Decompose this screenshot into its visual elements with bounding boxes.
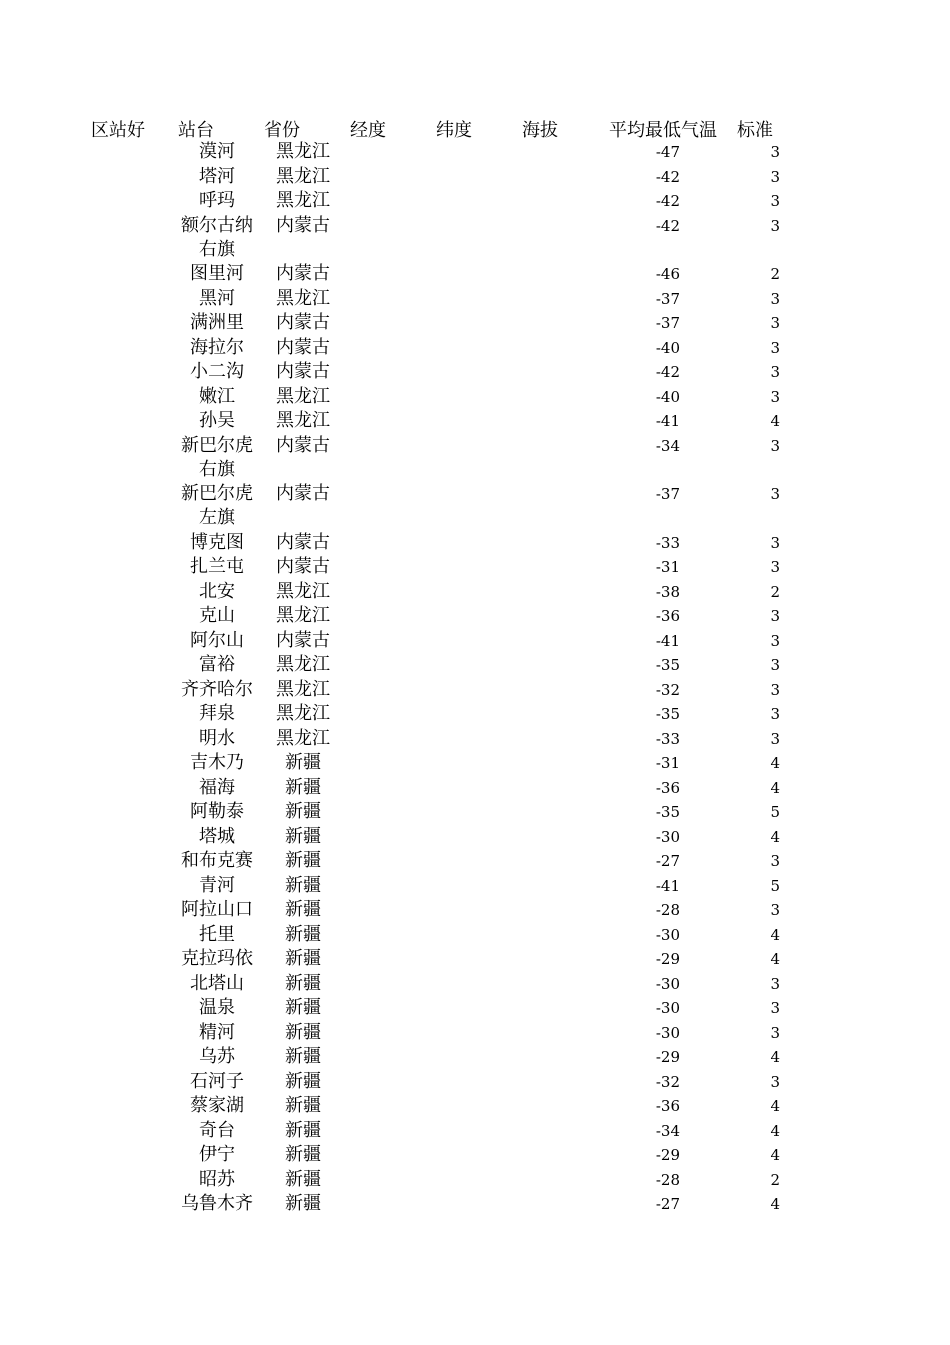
table-row bbox=[0, 311, 950, 336]
table-row bbox=[0, 874, 950, 899]
station-name-cell: 博克图 bbox=[190, 531, 244, 553]
standard-cell: 3 bbox=[770, 1072, 780, 1091]
province-cell: 新疆 bbox=[285, 752, 321, 773]
province-cell: 黑龙江 bbox=[276, 678, 330, 700]
station-name-cell: 石河子 bbox=[190, 1070, 244, 1092]
avg-min-temp-cell: -32 bbox=[655, 1072, 680, 1091]
standard-cell: 3 bbox=[770, 680, 780, 699]
station-name-cell: 嫩江 bbox=[199, 385, 235, 407]
avg-min-temp-cell: -42 bbox=[655, 363, 680, 381]
avg-min-temp-cell: -47 bbox=[655, 143, 680, 161]
table-row bbox=[0, 165, 950, 190]
table-row bbox=[0, 482, 950, 531]
header-station-id: 区站好 bbox=[91, 120, 145, 141]
station-name-cell: 福海 bbox=[199, 776, 235, 798]
standard-cell: 3 bbox=[770, 485, 780, 503]
station-name-cell: 扎兰屯 bbox=[190, 556, 244, 577]
table-row bbox=[0, 1045, 950, 1070]
province-cell: 新疆 bbox=[285, 923, 321, 945]
standard-cell: 4 bbox=[770, 827, 780, 846]
standard-cell: 4 bbox=[770, 950, 780, 968]
standard-cell: 3 bbox=[770, 974, 780, 993]
station-name-cell: 北塔山 bbox=[190, 972, 244, 994]
standard-cell: 3 bbox=[770, 314, 780, 332]
table-row bbox=[0, 727, 950, 752]
avg-min-temp-cell: -41 bbox=[655, 876, 680, 895]
station-name-cell: 昭苏 bbox=[199, 1168, 235, 1190]
standard-cell: 2 bbox=[770, 265, 780, 283]
province-cell: 新疆 bbox=[285, 776, 321, 798]
station-name-cell: 青河 bbox=[199, 874, 235, 896]
station-name-cell: 阿拉山口 bbox=[181, 899, 253, 920]
avg-min-temp-cell: -29 bbox=[655, 1146, 680, 1164]
avg-min-temp-cell: -34 bbox=[655, 1121, 680, 1140]
header-avg-min-temp: 平均最低气温 bbox=[609, 120, 717, 141]
avg-min-temp-cell: -37 bbox=[655, 485, 680, 503]
standard-cell: 3 bbox=[770, 533, 780, 552]
avg-min-temp-cell: -30 bbox=[655, 827, 680, 846]
table-row bbox=[0, 629, 950, 654]
header-station: 站台 bbox=[178, 120, 214, 141]
standard-cell: 4 bbox=[770, 778, 780, 797]
station-name-cell: 拜泉 bbox=[199, 703, 235, 724]
standard-cell: 4 bbox=[770, 754, 780, 772]
avg-min-temp-cell: -36 bbox=[655, 1097, 680, 1115]
province-cell: 黑龙江 bbox=[276, 410, 330, 431]
standard-cell: 3 bbox=[770, 216, 780, 235]
table-row bbox=[0, 923, 950, 948]
header-province: 省份 bbox=[264, 120, 300, 141]
province-cell: 新疆 bbox=[285, 1119, 321, 1141]
table-row bbox=[0, 1070, 950, 1095]
table-row bbox=[0, 1192, 950, 1217]
table-row bbox=[0, 1021, 950, 1046]
station-name-cell: 小二沟 bbox=[190, 361, 244, 382]
table-row bbox=[0, 972, 950, 997]
standard-cell: 3 bbox=[770, 363, 780, 381]
station-name-cell: 克山 bbox=[199, 605, 235, 626]
avg-min-temp-cell: -31 bbox=[655, 754, 680, 772]
table-row bbox=[0, 996, 950, 1021]
avg-min-temp-cell: -35 bbox=[655, 803, 680, 821]
avg-min-temp-cell: -37 bbox=[655, 314, 680, 332]
province-cell: 新疆 bbox=[285, 948, 321, 969]
province-cell: 新疆 bbox=[285, 825, 321, 847]
province-cell: 内蒙古 bbox=[276, 312, 330, 333]
table-header-row bbox=[0, 116, 950, 140]
station-name-cell: 塔河 bbox=[199, 165, 235, 187]
station-name-cell: 乌鲁木齐 bbox=[181, 1193, 253, 1214]
station-name-cell: 和布克赛 bbox=[181, 850, 253, 871]
province-cell: 黑龙江 bbox=[276, 580, 330, 602]
station-name-cell: 满洲里 bbox=[190, 312, 244, 333]
table-row bbox=[0, 1143, 950, 1168]
station-name-cell: 孙吴 bbox=[199, 410, 235, 431]
standard-cell: 3 bbox=[770, 999, 780, 1017]
avg-min-temp-cell: -29 bbox=[655, 1048, 680, 1066]
standard-cell: 4 bbox=[770, 1146, 780, 1164]
station-name-cell: 阿勒泰 bbox=[190, 801, 244, 822]
station-name-cell: 漠河 bbox=[199, 141, 235, 162]
province-cell: 黑龙江 bbox=[276, 654, 330, 675]
province-cell: 新疆 bbox=[285, 1144, 321, 1165]
province-cell: 内蒙古 bbox=[276, 483, 330, 504]
table-row bbox=[0, 409, 950, 434]
table-row bbox=[0, 1168, 950, 1193]
table-row bbox=[0, 580, 950, 605]
station-name-cell: 海拉尔 bbox=[190, 336, 244, 358]
province-cell: 新疆 bbox=[285, 899, 321, 920]
province-cell: 内蒙古 bbox=[276, 214, 330, 236]
province-cell: 黑龙江 bbox=[276, 605, 330, 626]
standard-cell: 5 bbox=[770, 876, 780, 895]
standard-cell: 3 bbox=[770, 387, 780, 406]
standard-cell: 3 bbox=[770, 1023, 780, 1042]
table-row bbox=[0, 653, 950, 678]
standard-cell: 2 bbox=[770, 582, 780, 601]
standard-cell: 3 bbox=[770, 289, 780, 308]
avg-min-temp-cell: -37 bbox=[655, 289, 680, 308]
province-cell: 新疆 bbox=[285, 801, 321, 822]
province-cell: 黑龙江 bbox=[276, 703, 330, 724]
station-name-cell: 克拉玛依 bbox=[181, 948, 253, 969]
table-row bbox=[0, 702, 950, 727]
table-row bbox=[0, 800, 950, 825]
avg-min-temp-cell: -36 bbox=[655, 607, 680, 625]
station-name-cell: 吉木乃 bbox=[190, 752, 244, 773]
avg-min-temp-cell: -32 bbox=[655, 680, 680, 699]
standard-cell: 3 bbox=[770, 705, 780, 723]
province-cell: 内蒙古 bbox=[276, 263, 330, 284]
avg-min-temp-cell: -41 bbox=[655, 631, 680, 650]
table-row bbox=[0, 262, 950, 287]
standard-cell: 3 bbox=[770, 607, 780, 625]
province-cell: 黑龙江 bbox=[276, 165, 330, 187]
table-row bbox=[0, 214, 950, 263]
avg-min-temp-cell: -42 bbox=[655, 167, 680, 186]
station-name-cell: 阿尔山 bbox=[190, 629, 244, 651]
table-row bbox=[0, 776, 950, 801]
standard-cell: 3 bbox=[770, 656, 780, 674]
province-cell: 新疆 bbox=[285, 1070, 321, 1092]
province-cell: 黑龙江 bbox=[276, 385, 330, 407]
province-cell: 新疆 bbox=[285, 1046, 321, 1067]
province-cell: 内蒙古 bbox=[276, 629, 330, 651]
avg-min-temp-cell: -30 bbox=[655, 1023, 680, 1042]
standard-cell: 4 bbox=[770, 412, 780, 430]
table-row bbox=[0, 287, 950, 312]
avg-min-temp-cell: -27 bbox=[655, 852, 680, 870]
avg-min-temp-cell: -29 bbox=[655, 950, 680, 968]
station-name-cell: 齐齐哈尔 bbox=[181, 678, 253, 700]
standard-cell: 3 bbox=[770, 558, 780, 576]
station-name-cell: 明水 bbox=[199, 727, 235, 749]
table-row bbox=[0, 1094, 950, 1119]
province-cell: 新疆 bbox=[285, 1168, 321, 1190]
station-name-cell: 蔡家湖 bbox=[190, 1095, 244, 1116]
avg-min-temp-cell: -30 bbox=[655, 999, 680, 1017]
table-body bbox=[0, 140, 950, 1217]
standard-cell: 3 bbox=[770, 192, 780, 210]
table-row bbox=[0, 898, 950, 923]
header-altitude: 海拔 bbox=[522, 120, 558, 141]
station-name-cell: 精河 bbox=[199, 1021, 235, 1043]
avg-min-temp-cell: -38 bbox=[655, 582, 680, 601]
avg-min-temp-cell: -40 bbox=[655, 387, 680, 406]
standard-cell: 3 bbox=[770, 436, 780, 455]
standard-cell: 3 bbox=[770, 143, 780, 161]
table-row bbox=[0, 434, 950, 483]
standard-cell: 3 bbox=[770, 167, 780, 186]
table-row bbox=[0, 678, 950, 703]
avg-min-temp-cell: -35 bbox=[655, 705, 680, 723]
station-name-cell: 新巴尔虎左旗 bbox=[181, 483, 253, 528]
table-row bbox=[0, 140, 950, 165]
table-row bbox=[0, 947, 950, 972]
header-longitude: 经度 bbox=[350, 120, 386, 141]
province-cell: 内蒙古 bbox=[276, 531, 330, 553]
station-name-cell: 新巴尔虎右旗 bbox=[181, 434, 253, 480]
standard-cell: 4 bbox=[770, 925, 780, 944]
avg-min-temp-cell: -33 bbox=[655, 729, 680, 748]
avg-min-temp-cell: -42 bbox=[655, 216, 680, 235]
station-name-cell: 托里 bbox=[199, 923, 235, 945]
table-row bbox=[0, 825, 950, 850]
station-name-cell: 北安 bbox=[199, 580, 235, 602]
station-name-cell: 温泉 bbox=[199, 997, 235, 1018]
table-row bbox=[0, 555, 950, 580]
standard-cell: 4 bbox=[770, 1048, 780, 1066]
standard-cell: 4 bbox=[770, 1195, 780, 1213]
station-name-cell: 图里河 bbox=[190, 263, 244, 284]
station-name-cell: 呼玛 bbox=[199, 190, 235, 211]
avg-min-temp-cell: -30 bbox=[655, 974, 680, 993]
avg-min-temp-cell: -28 bbox=[655, 1170, 680, 1189]
station-name-cell: 塔城 bbox=[199, 825, 235, 847]
standard-cell: 3 bbox=[770, 901, 780, 919]
avg-min-temp-cell: -41 bbox=[655, 412, 680, 430]
standard-cell: 4 bbox=[770, 1097, 780, 1115]
province-cell: 内蒙古 bbox=[276, 336, 330, 358]
header-standard: 标准 bbox=[737, 120, 773, 141]
station-name-cell: 乌苏 bbox=[199, 1046, 235, 1067]
province-cell: 黑龙江 bbox=[276, 287, 330, 309]
table-row bbox=[0, 604, 950, 629]
table-row bbox=[0, 849, 950, 874]
standard-cell: 3 bbox=[770, 338, 780, 357]
province-cell: 内蒙古 bbox=[276, 361, 330, 382]
province-cell: 新疆 bbox=[285, 874, 321, 896]
avg-min-temp-cell: -34 bbox=[655, 436, 680, 455]
province-cell: 新疆 bbox=[285, 997, 321, 1018]
avg-min-temp-cell: -35 bbox=[655, 656, 680, 674]
table-row bbox=[0, 1119, 950, 1144]
table-row bbox=[0, 360, 950, 385]
standard-cell: 4 bbox=[770, 1121, 780, 1140]
avg-min-temp-cell: -31 bbox=[655, 558, 680, 576]
province-cell: 新疆 bbox=[285, 972, 321, 994]
standard-cell: 3 bbox=[770, 631, 780, 650]
avg-min-temp-cell: -46 bbox=[655, 265, 680, 283]
province-cell: 新疆 bbox=[285, 1193, 321, 1214]
table-row bbox=[0, 531, 950, 556]
standard-cell: 3 bbox=[770, 852, 780, 870]
header-latitude: 纬度 bbox=[436, 120, 472, 141]
station-name-cell: 黑河 bbox=[199, 287, 235, 309]
table-row bbox=[0, 385, 950, 410]
avg-min-temp-cell: -33 bbox=[655, 533, 680, 552]
station-name-cell: 奇台 bbox=[199, 1119, 235, 1141]
standard-cell: 2 bbox=[770, 1170, 780, 1189]
avg-min-temp-cell: -36 bbox=[655, 778, 680, 797]
table-row bbox=[0, 336, 950, 361]
avg-min-temp-cell: -30 bbox=[655, 925, 680, 944]
province-cell: 内蒙古 bbox=[276, 434, 330, 456]
avg-min-temp-cell: -40 bbox=[655, 338, 680, 357]
station-name-cell: 富裕 bbox=[199, 654, 235, 675]
station-name-cell: 伊宁 bbox=[199, 1144, 235, 1165]
standard-cell: 5 bbox=[770, 803, 780, 821]
standard-cell: 3 bbox=[770, 729, 780, 748]
avg-min-temp-cell: -28 bbox=[655, 901, 680, 919]
station-name-cell: 额尔古纳右旗 bbox=[181, 214, 253, 260]
avg-min-temp-cell: -42 bbox=[655, 192, 680, 210]
province-cell: 黑龙江 bbox=[276, 141, 330, 162]
province-cell: 新疆 bbox=[285, 1021, 321, 1043]
province-cell: 新疆 bbox=[285, 1095, 321, 1116]
province-cell: 新疆 bbox=[285, 850, 321, 871]
avg-min-temp-cell: -27 bbox=[655, 1195, 680, 1213]
table-row bbox=[0, 189, 950, 214]
province-cell: 黑龙江 bbox=[276, 727, 330, 749]
province-cell: 内蒙古 bbox=[276, 556, 330, 577]
province-cell: 黑龙江 bbox=[276, 190, 330, 211]
table-row bbox=[0, 751, 950, 776]
